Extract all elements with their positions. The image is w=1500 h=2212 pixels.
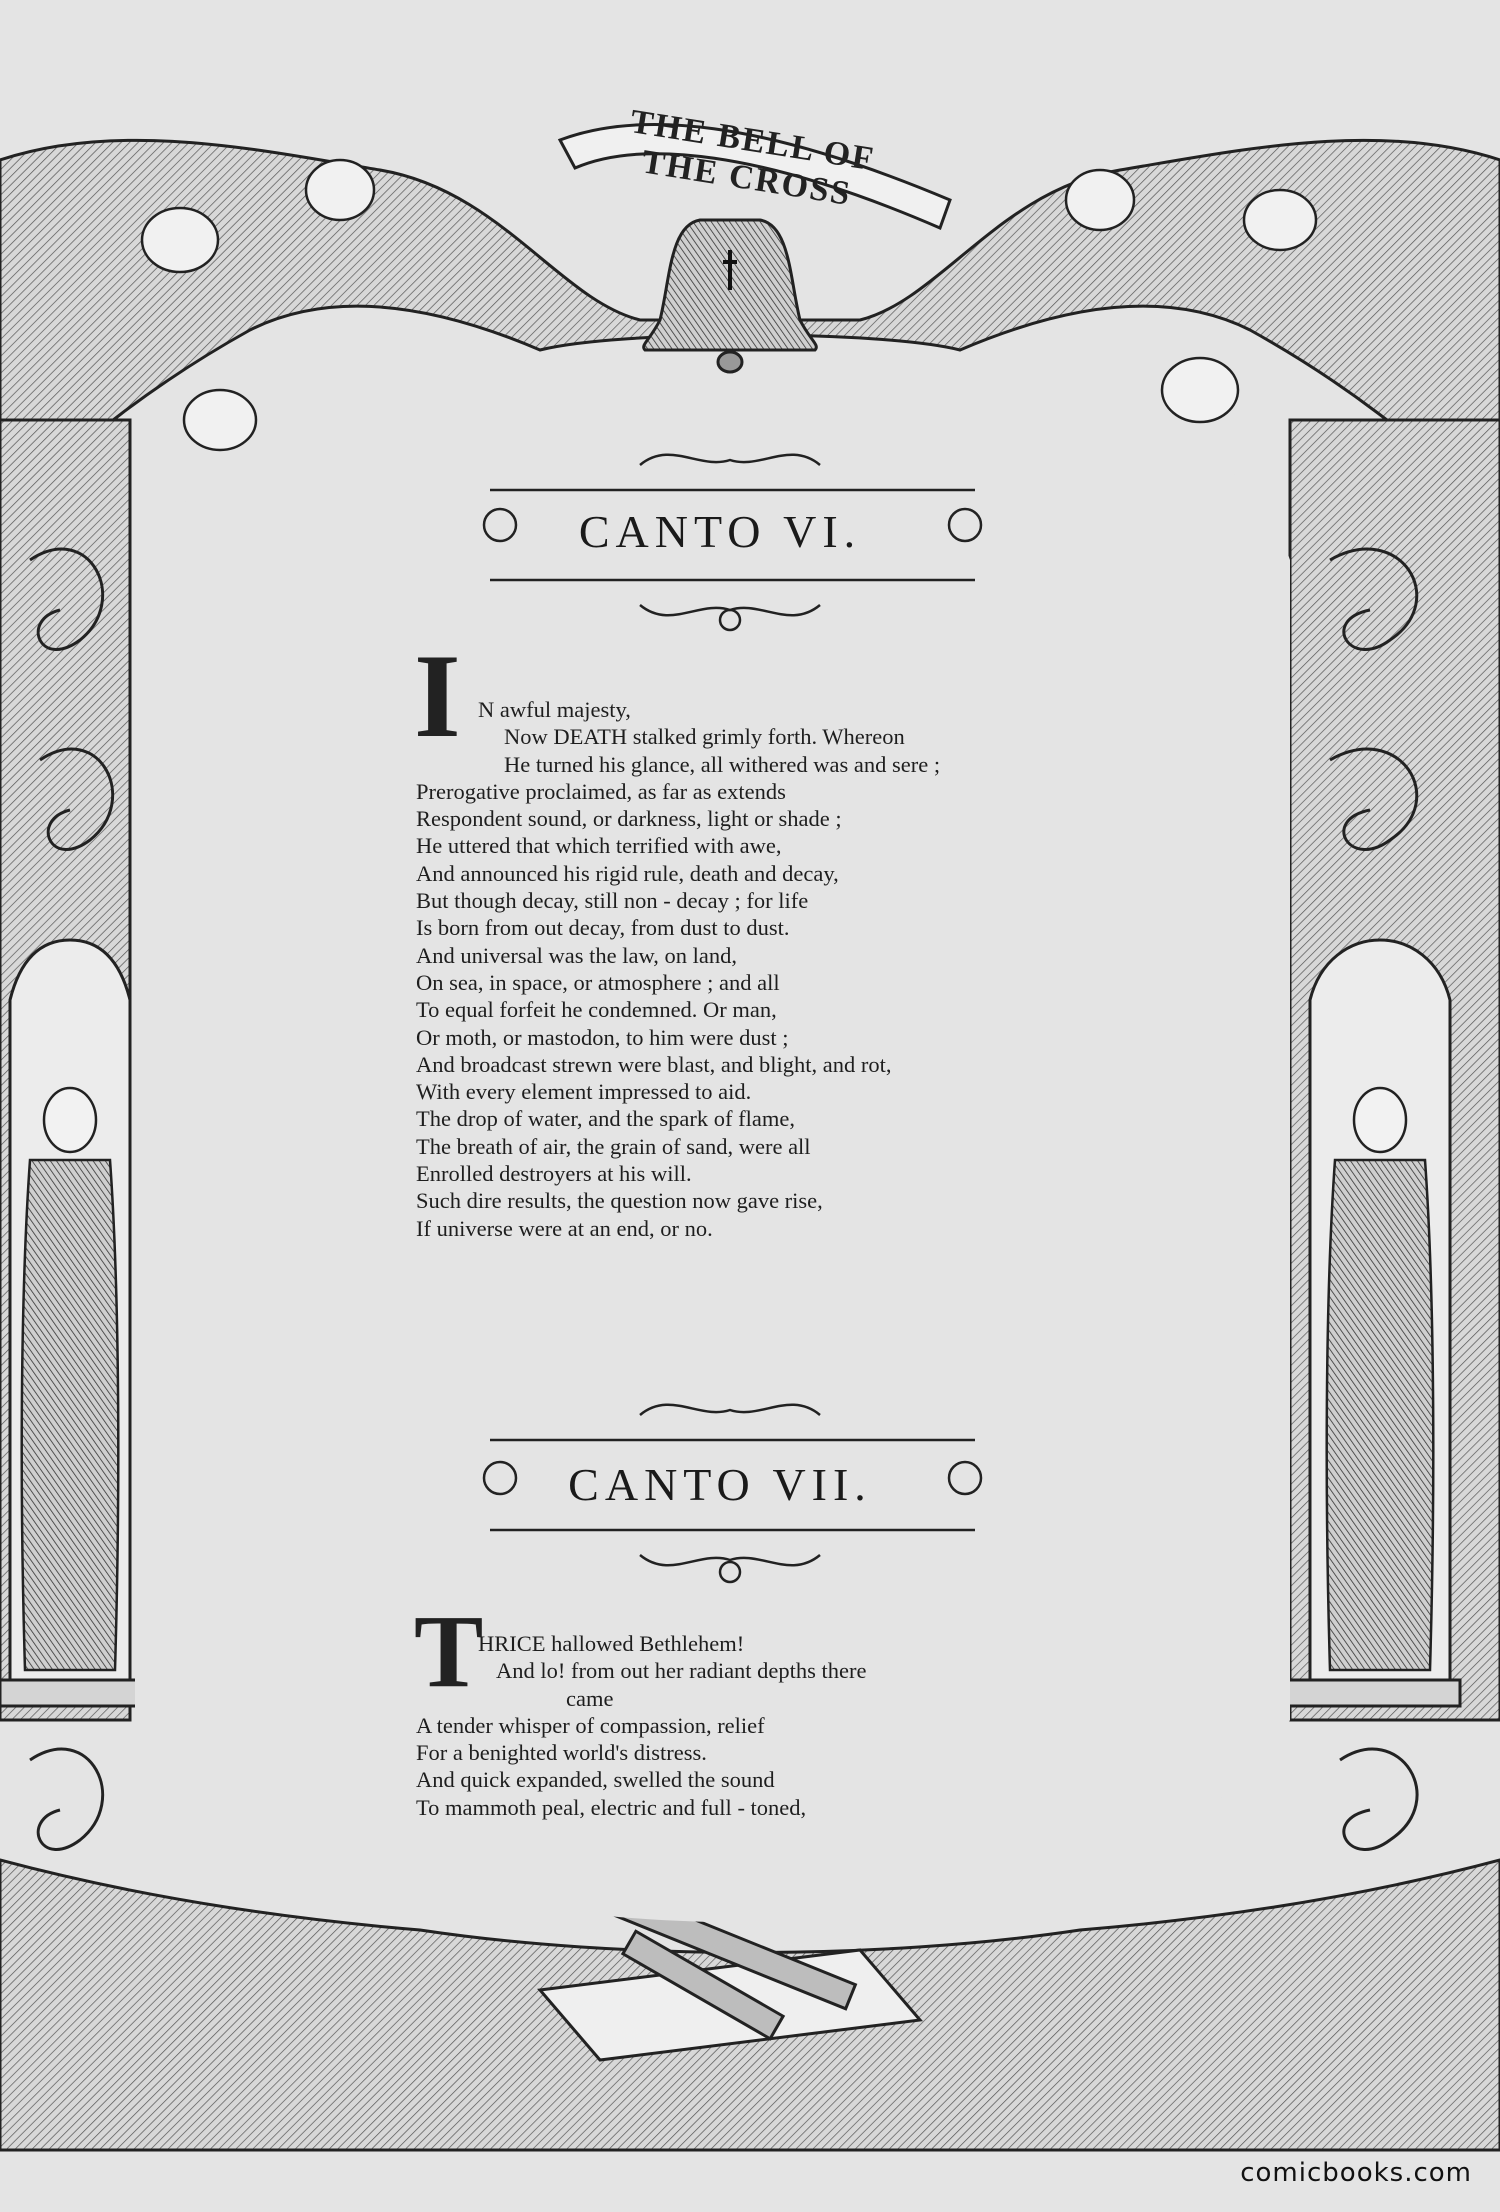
verse-line: Or moth, or mastodon, to him were dust ; [416,1024,789,1050]
book-title-banner: THE BELL OF THE CROSS [627,103,878,214]
verse-line: To equal forfeit he condemned. Or man, [416,997,777,1023]
verse-line: But though decay, still non - decay ; for life [416,888,809,914]
verse-line: With every element impressed to aid. [416,1079,752,1105]
verse-line: He turned his glance, all withered was and sere ; [504,751,941,777]
verse-line: Enrolled destroyers at his will. [416,1161,692,1187]
verse-line: Prerogative proclaimed, as far as extends [416,778,786,804]
verse-line: Respondent sound, or darkness, light or shade ; [416,806,842,832]
canto-vi-heading: CANTO VI. [578,506,862,557]
verse-line: Is born from out decay, from dust to dust. [416,915,790,941]
verse-line: And broadcast strewn were blast, and blight, and rot, [416,1051,892,1077]
verse-line: And lo! from out her radiant depths there [496,1658,867,1684]
verse-line: The drop of water, and the spark of flame, [416,1106,795,1132]
verse-line: A tender whisper of compassion, relief [416,1712,765,1738]
verse-line: HRICE hallowed Bethlehem! [478,1631,745,1656]
bell-icon [644,220,817,372]
verse-line: And universal was the law, on land, [416,942,737,968]
verse-line: If universe were at an end, or no. [416,1215,713,1241]
verse-line: For a benighted world's distress. [416,1740,707,1766]
verse-line: Such dire results, the question now gave rise, [416,1188,823,1214]
canto-vi-dropcap: I [414,629,461,762]
canto-vii-verse [416,1630,1056,1821]
verse-line: N awful majesty, [478,697,631,722]
canto-vii-heading: CANTO VII. [568,1459,872,1510]
verse-line: Now DEATH stalked grimly forth. Whereon [504,724,905,750]
verse-line: came [566,1685,614,1711]
canto-vi-verse [416,696,1056,1242]
verse-line: He uttered that which terrified with awe, [416,833,782,859]
verse-line: And quick expanded, swelled the sound [416,1767,775,1793]
watermark: comicbooks.com [1240,2158,1472,2188]
verse-line: On sea, in space, or atmosphere ; and all [416,969,780,995]
canto-vii-dropcap: T [414,1594,484,1709]
verse-line: And announced his rigid rule, death and decay, [416,860,839,886]
verse-line: To mammoth peal, electric and full - toned, [416,1794,807,1820]
verse-line: The breath of air, the grain of sand, were all [416,1133,811,1159]
